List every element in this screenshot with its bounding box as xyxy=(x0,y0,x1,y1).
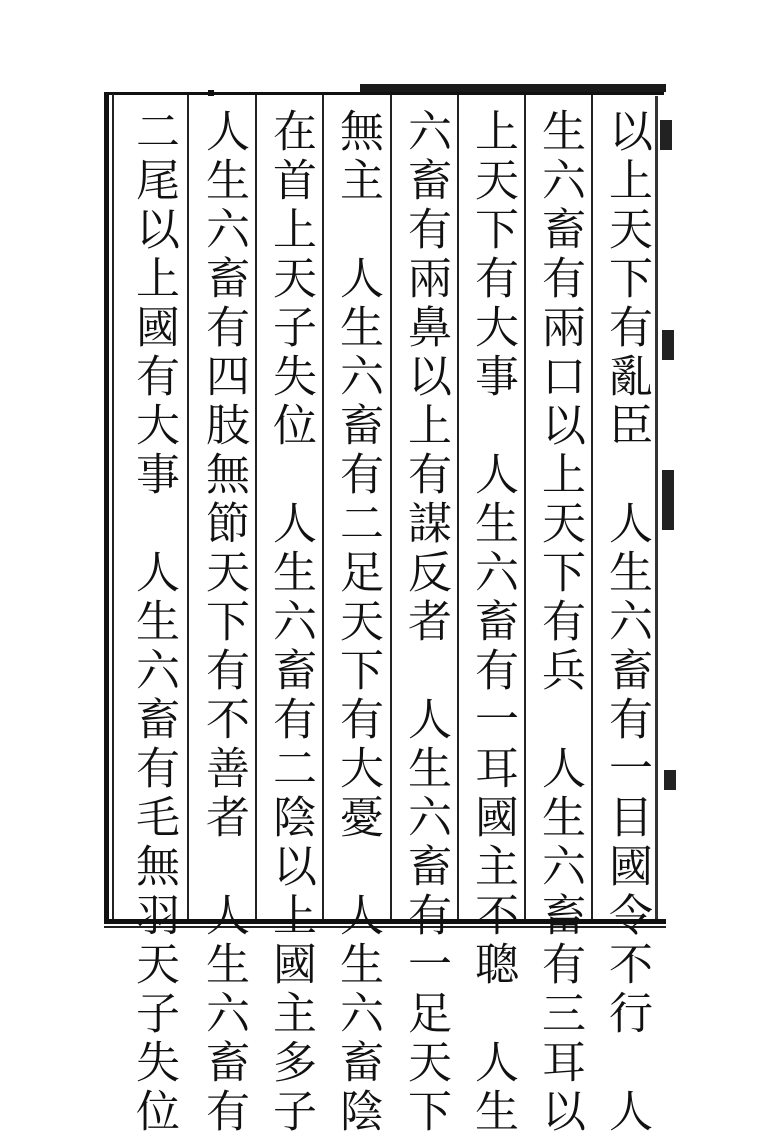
text-column-6: 在首上天子失位 人生六畜有二陰以上國主多子 xyxy=(265,108,316,1137)
text-column-8: 二尾以上國有大事 人生六畜有毛無羽天子失位 xyxy=(128,108,179,1137)
text-column-2: 生六畜有兩口以上天下有兵 人生六畜有三耳以 xyxy=(534,108,585,1137)
text-column-4: 六畜有兩鼻以上有謀反者 人生六畜有一足天下 xyxy=(400,108,451,1137)
column-separator xyxy=(591,95,593,919)
column-separator xyxy=(255,95,257,919)
right-border xyxy=(655,96,658,919)
margin-mark xyxy=(664,770,676,790)
text-column-1: 以上天下有亂臣 人生六畜有一目國令不行 人 xyxy=(601,108,652,1137)
left-border-inner xyxy=(112,94,114,924)
column-separator xyxy=(390,95,392,919)
text-column-5: 無主 人生六畜有二足天下有大憂 人生六畜陰 xyxy=(332,108,383,1137)
margin-mark xyxy=(660,120,672,150)
margin-mark xyxy=(662,470,674,530)
text-column-3: 上天下有大事 人生六畜有一耳國主不聰 人生 xyxy=(467,108,518,1137)
margin-mark xyxy=(662,330,674,360)
column-separator xyxy=(524,95,526,919)
left-border xyxy=(104,94,109,924)
column-separator xyxy=(322,95,324,919)
column-separator xyxy=(187,95,189,919)
ink-dot xyxy=(208,90,214,96)
top-border-band xyxy=(360,84,666,92)
text-column-7: 人生六畜有四肢無節天下有不善者 人生六畜有 xyxy=(198,108,249,1137)
column-separator xyxy=(457,95,459,919)
